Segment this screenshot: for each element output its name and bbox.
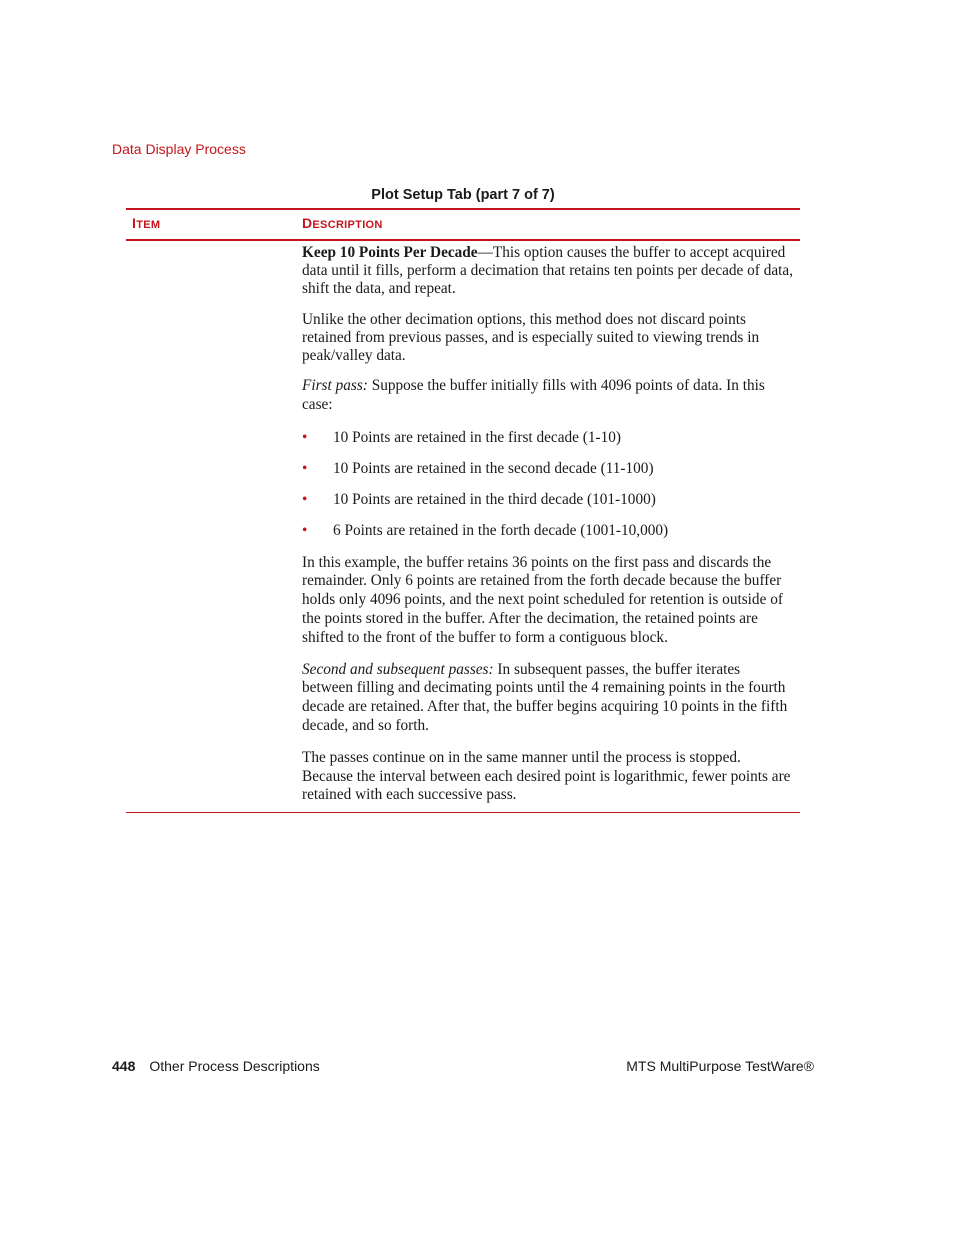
paragraph-first-pass: First pass: Suppose the buffer initially fills with 4096 points of data. In this case: xyxy=(302,377,765,414)
description-cell xyxy=(302,244,794,805)
bullet-icon: • xyxy=(302,522,308,540)
list-item: • 6 Points are retained in the forth decade (1001-10,000) xyxy=(302,522,669,540)
paragraph-conclusion: The passes continue on in the same manner until the process is stopped. Because the interval between each desired point is logarithmic, fewer points are retained with each successive pass. xyxy=(302,748,791,804)
table-top-rule xyxy=(126,208,800,210)
intro-paragraph: Keep 10 Points Per Decade—This option causes the buffer to accept acquired data until it fills, perform a decimation that retains ten points per decade of data, shift the data, and repeat. xyxy=(302,244,794,298)
bullet-icon: • xyxy=(302,460,308,478)
running-head: Data Display Process xyxy=(112,141,246,157)
decade-list xyxy=(302,429,794,541)
table-bottom-rule xyxy=(126,812,800,813)
chapter-title: Other Process Descriptions xyxy=(149,1058,320,1074)
product-name: MTS MultiPurpose TestWare® xyxy=(626,1058,814,1074)
table-title: Plot Setup Tab (part 7 of 7) xyxy=(371,187,555,203)
paragraph-subsequent-passes: Second and subsequent passes: In subsequent passes, the buffer iterates between filling and decimating points until the 4 remaining points in the fourth decade are retained. After that, the buffer begins acquiring 10 points in the fifth decade, and so forth. xyxy=(302,660,788,734)
paragraph-example: In this example, the buffer retains 36 points on the first pass and discards the remainder. Only 6 points are retained from the forth decade because the buffer holds only 4096 points, and the next point scheduled for retention is outside of the points stored in the buffer. After the decimation, the retained points are shifted to the front of the buffer to form a contiguous block. xyxy=(302,553,783,646)
footer-left xyxy=(112,1058,320,1074)
paragraph-comparison: Unlike the other decimation options, this method does not discard points retained from previous passes, and is especially suited to viewing trends in peak/valley data. xyxy=(302,310,760,365)
column-header-description: DESCRIPTION xyxy=(302,215,383,231)
table-header-rule xyxy=(126,239,800,241)
option-name: Keep 10 Points Per Decade xyxy=(302,244,478,261)
list-item: • 10 Points are retained in the first decade (1-10) xyxy=(302,428,621,446)
list-item: • 10 Points are retained in the third decade (101-1000) xyxy=(302,491,656,509)
bullet-icon: • xyxy=(302,491,308,509)
list-item: • 10 Points are retained in the second decade (11-100) xyxy=(302,460,654,478)
page-number: 448 xyxy=(112,1058,136,1074)
column-header-item: ITEM xyxy=(132,215,161,231)
bullet-icon: • xyxy=(302,428,308,446)
